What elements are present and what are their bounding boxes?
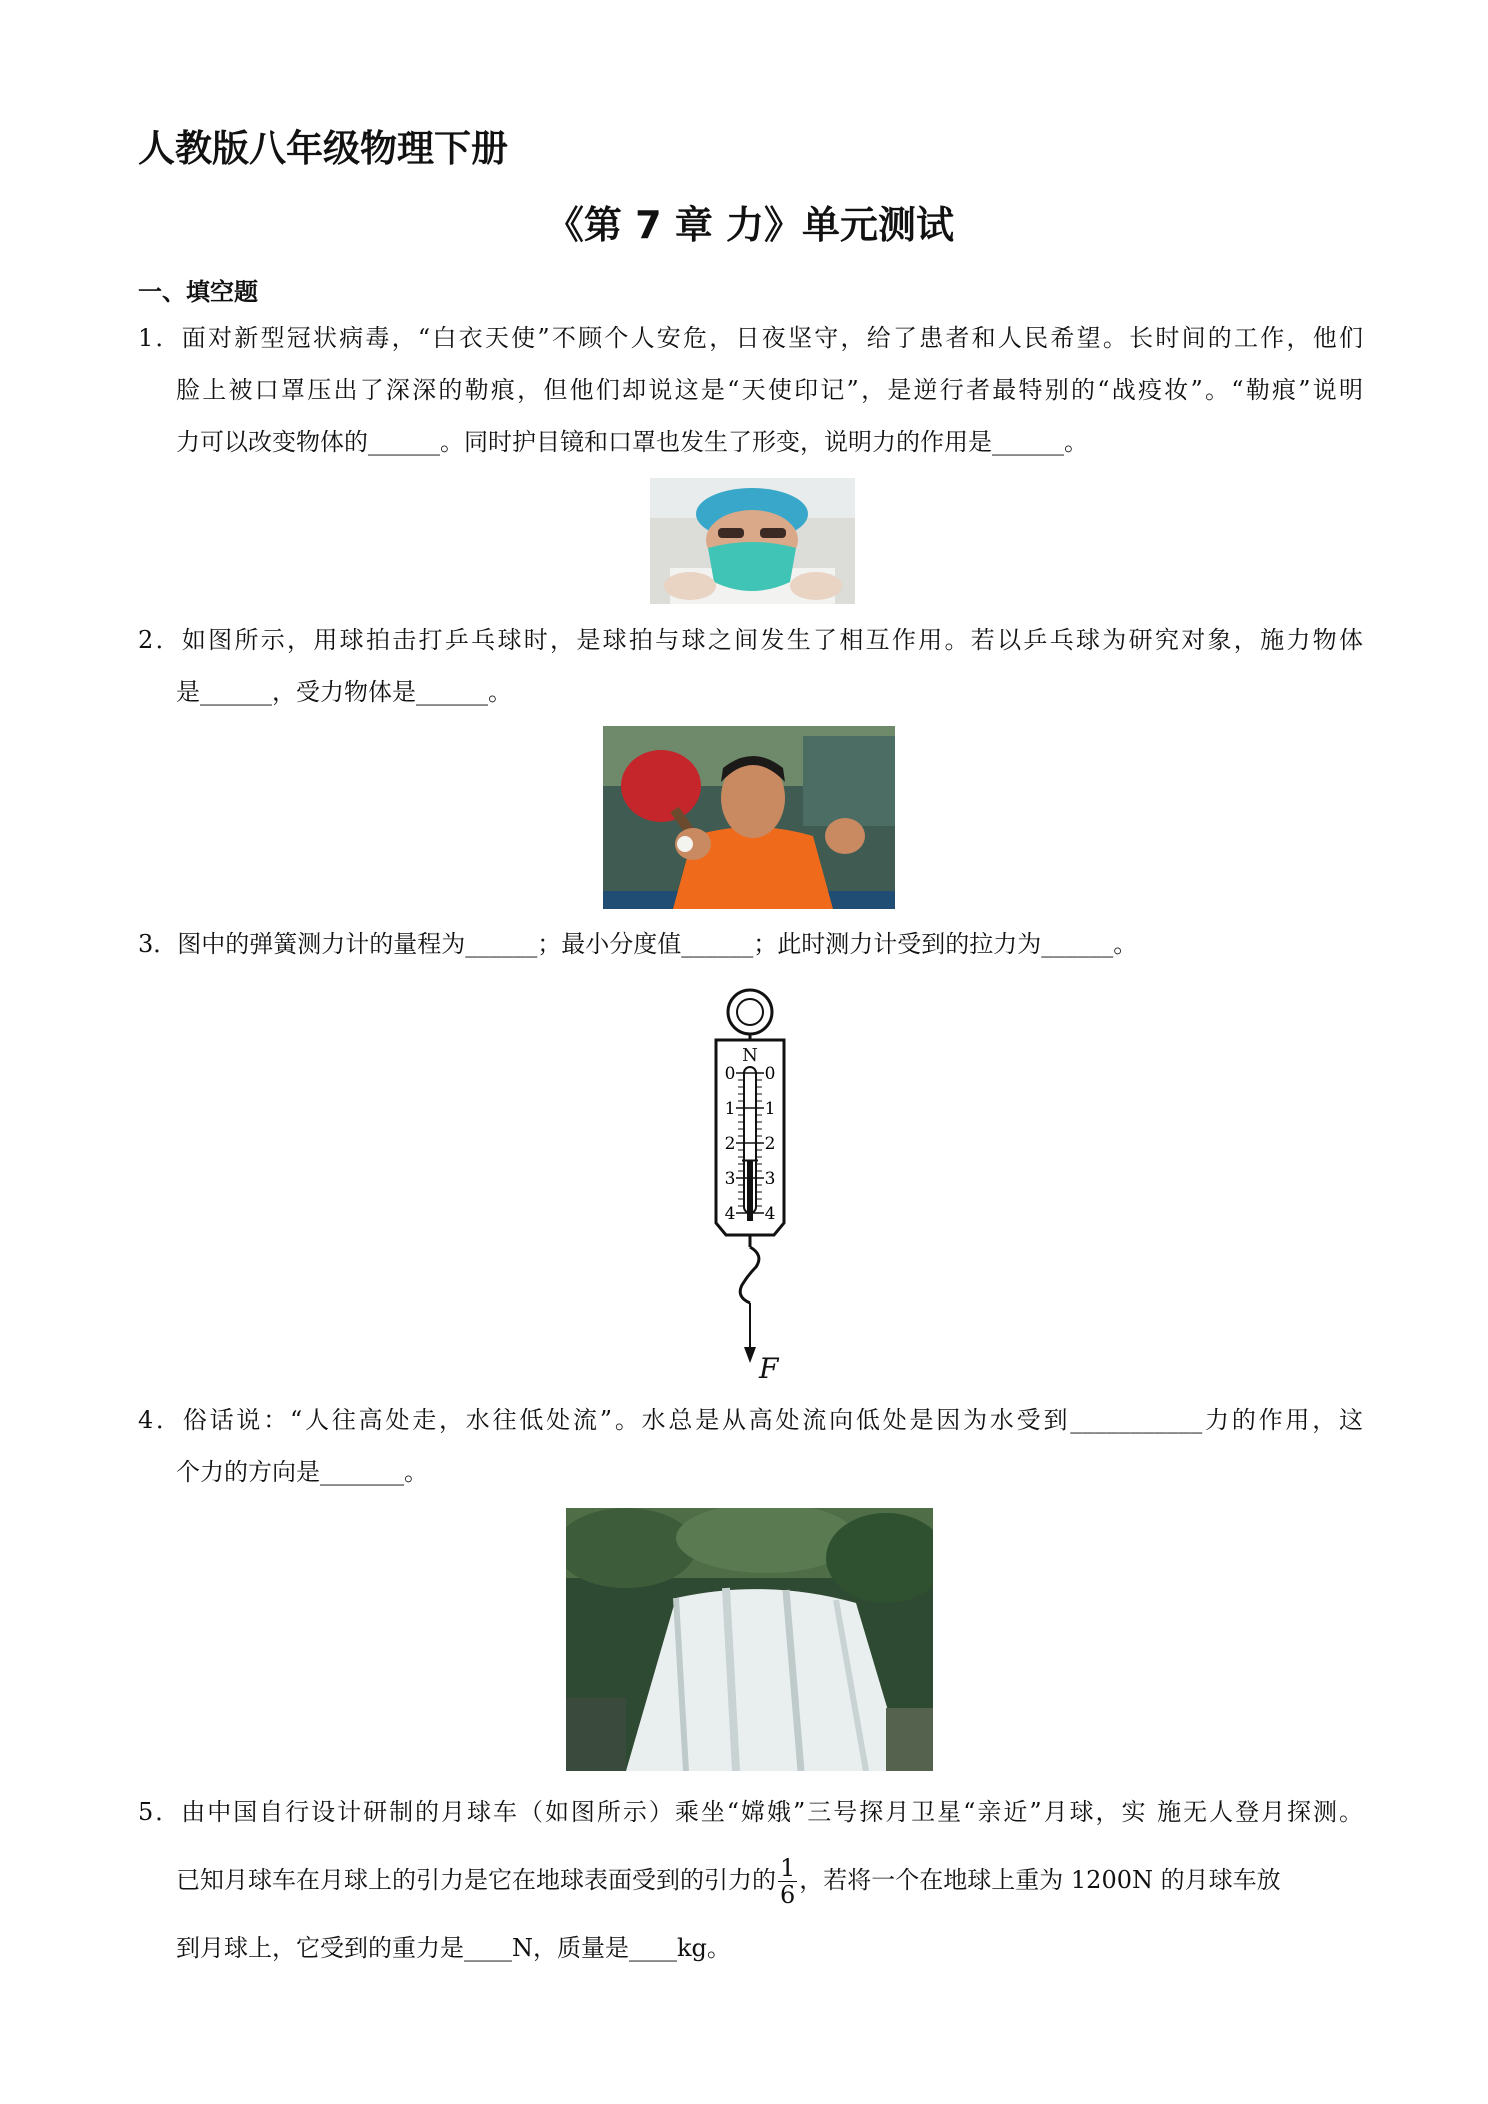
scale-tick-label-r-0: 0	[764, 1064, 776, 1084]
scale-indicator-fill	[747, 1161, 753, 1222]
waterfall-photo	[566, 1508, 933, 1771]
scale-unit-label: N	[742, 1045, 758, 1066]
scale-tick-label-l-4: 4	[724, 1204, 736, 1224]
force-label: F	[759, 1352, 779, 1385]
question-5	[138, 1778, 1363, 1982]
table-tennis-player-photo	[603, 726, 895, 909]
question-1-line-3: 力可以改变物体的______。同时护目镜和口罩也发生了形变，说明力的作用是______。	[176, 428, 1088, 456]
scale-tick-label-l-0: 0	[724, 1064, 736, 1084]
question-3	[138, 918, 1363, 970]
header-title: 人教版八年级物理下册	[138, 127, 508, 170]
question-4	[138, 1394, 1363, 1498]
fraction-denominator: 6	[780, 1881, 796, 1909]
question-4-line-2: 个力的方向是_______。	[176, 1458, 428, 1486]
question-3-line-1: 3．图中的弹簧测力计的量程为______；最小分度值______；此时测力计受到的拉力为______。	[138, 930, 1138, 958]
question-5-line-3: 到月球上，它受到的重力是____N，质量是____kg。	[176, 1934, 731, 1962]
question-1-line-1: 1．面对新型冠状病毒，“白衣天使”不顾个人安危，日夜坚守，给了患者和人民希望。长时间的工作，他们	[138, 324, 1363, 352]
document-title: 《第 7 章 力》单元测试	[545, 203, 955, 247]
question-4-line-1: 4．俗话说：“人往高处走，水往低处流”。水总是从高处流向低处是因为水受到___________力的作用，这	[138, 1406, 1363, 1434]
section-heading: 一、填空题	[138, 278, 258, 306]
question-2-line-1: 2．如图所示，用球拍击打乒乓球时，是球拍与球之间发生了相互作用。若以乒乓球为研究对象，施力物体	[138, 626, 1363, 654]
question-5-line-1: 5．由中国自行设计研制的月球车（如图所示）乘坐“嫦娥”三号探月卫星“亲近”月球，实 施无人登月探测。	[138, 1798, 1363, 1826]
scale-tick-label-r-4: 4	[764, 1204, 776, 1224]
scale-tick-label-r-2: 2	[764, 1134, 776, 1154]
scale-tick-label-l-3: 3	[724, 1169, 736, 1189]
question-2-line-2: 是______，受力物体是______。	[176, 678, 512, 706]
question-5-line-2-part-1: 已知月球车在月球上的引力是它在地球表面受到的引力的	[176, 1866, 776, 1894]
question-1-line-2: 脸上被口罩压出了深深的勒痕，但他们却说这是“天使印记”，是逆行者最特别的“战疫妆”。“勒痕”说明	[176, 376, 1363, 404]
scale-tick-label-r-3: 3	[764, 1169, 776, 1189]
question-2	[138, 614, 1363, 718]
fraction-one-sixth	[778, 1855, 797, 1908]
scale-tick-label-l-2: 2	[724, 1134, 736, 1154]
spring-scale-diagram	[690, 985, 810, 1387]
scale-tick-label-l-1: 1	[724, 1099, 736, 1119]
question-5-line-2-part-2: ，若将一个在地球上重为 1200N 的月球车放	[799, 1866, 1281, 1894]
medical-worker-mask-photo	[650, 478, 855, 604]
question-5-line-2	[138, 1846, 1363, 1914]
scale-tick-label-r-1: 1	[764, 1099, 776, 1119]
fraction-numerator: 1	[780, 1854, 796, 1882]
question-1	[138, 312, 1363, 468]
